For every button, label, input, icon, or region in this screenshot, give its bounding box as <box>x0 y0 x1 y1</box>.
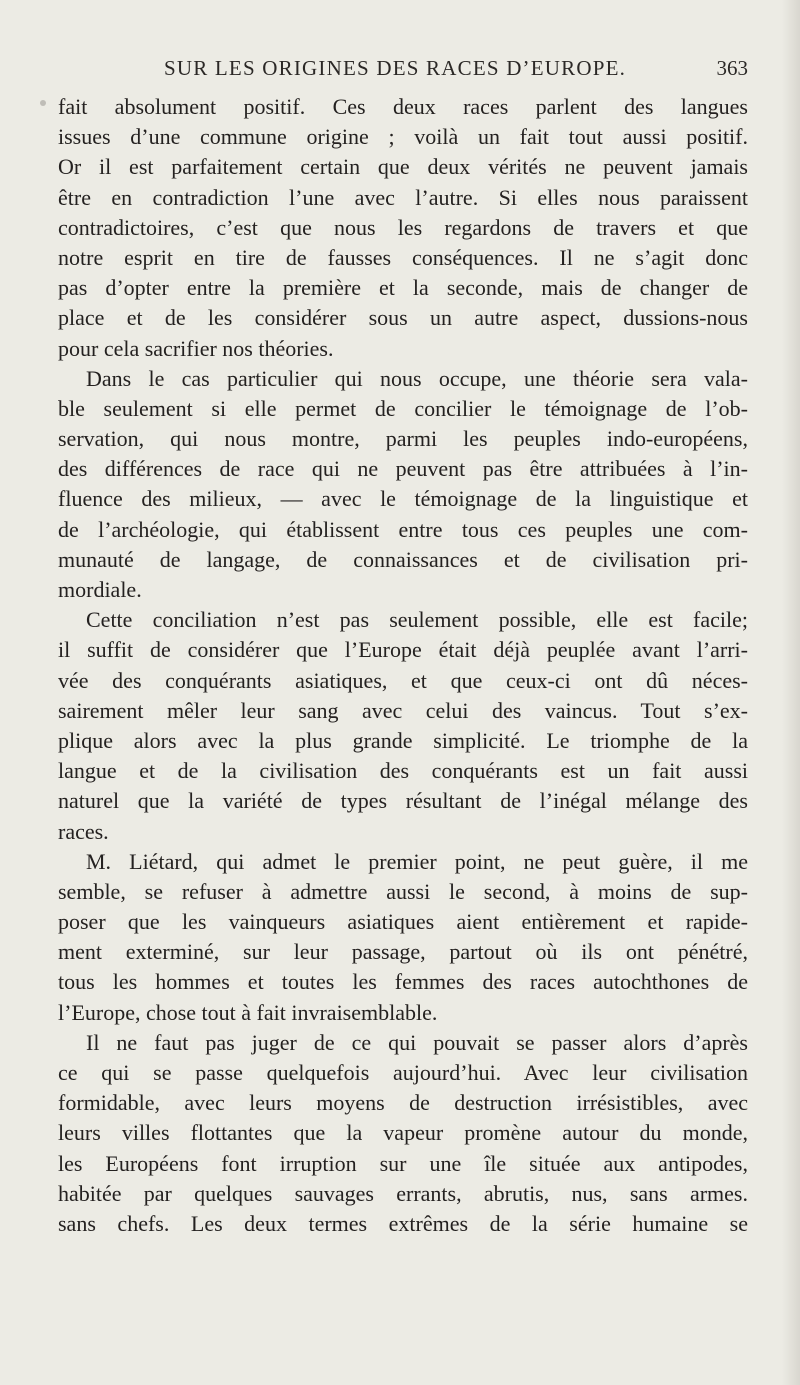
text-line: notre esprit en tire de fausses conséquences. Il ne s’agit donc <box>58 244 748 270</box>
paragraph-start-line: Dans le cas particulier qui nous occupe, une théorie sera vala- <box>86 365 748 391</box>
text-line: il suffit de considérer que l’Europe était déjà peuplée avant l’arri- <box>58 637 748 663</box>
text-line: ble seulement si elle permet de concilier le témoignage de l’ob- <box>58 395 748 421</box>
running-title: SUR LES ORIGINES DES RACES D’EUROPE. <box>164 56 627 80</box>
text-line: de l’archéologie, qui établissent entre tous ces peuples une com- <box>58 516 748 542</box>
text-line: sairement mêler leur sang avec celui des vaincus. Tout s’ex- <box>58 697 748 723</box>
text-line: mordiale. <box>58 577 142 602</box>
text-line: l’Europe, chose tout à fait invraisemblable. <box>58 999 438 1025</box>
text-line: tous les hommes et toutes les femmes des races autochthones de <box>58 969 748 995</box>
text-line: langue et de la civilisation des conquérants est un fait aussi <box>58 758 748 784</box>
text-line: issues d’une commune origine ; voilà un fait tout aussi positif. <box>58 124 748 150</box>
text-line: formidable, avec leurs moyens de destruction irrésistibles, avec <box>58 1090 748 1116</box>
text-line: sans chefs. Les deux termes extrêmes de la série humaine se <box>58 1210 748 1236</box>
text-line: semble, se refuser à admettre aussi le second, à moins de sup- <box>58 878 748 904</box>
text-line: contradictoires, c’est que nous les regardons de travers et que <box>58 214 748 240</box>
text-line: ce qui se passe quelquefois aujourd’hui. Avec leur civilisation <box>58 1060 748 1085</box>
text-line: races. <box>58 818 109 844</box>
text-line: des différences de race qui ne peuvent pas être attribuées à l’in- <box>58 456 748 482</box>
text-line: ment exterminé, sur leur passage, partout où ils ont pénétré, <box>58 939 748 965</box>
text-line: fait absolument positif. Ces deux races parlent des langues <box>58 94 748 119</box>
text-line: poser que les vainqueurs asiatiques aient entièrement et rapide- <box>58 909 748 935</box>
text-line: plique alors avec la plus grande simplicité. Le triomphe de la <box>58 727 748 753</box>
page-edge-shadow <box>782 0 800 1385</box>
paragraph-start-line: M. Liétard, qui admet le premier point, ne peut guère, il me <box>86 848 748 874</box>
text-line: fluence des milieux, — avec le témoignage de la linguistique et <box>58 486 748 512</box>
text-line: être en contradiction l’une avec l’autre. Si elles nous paraissent <box>58 184 748 210</box>
text-line: servation, qui nous montre, parmi les peuples indo-européens, <box>58 426 748 452</box>
margin-dot <box>40 100 46 106</box>
running-head <box>58 56 748 86</box>
page-number: 363 <box>716 56 748 80</box>
body-text <box>58 92 748 1239</box>
paragraph-start-line: Cette conciliation n’est pas seulement possible, elle est facile; <box>86 607 748 633</box>
paragraph-start-line: Il ne faut pas juger de ce qui pouvait se passer alors d’après <box>86 1029 748 1055</box>
text-line: Or il est parfaitement certain que deux vérités ne peuvent jamais <box>58 154 748 180</box>
text-line: leurs villes flottantes que la vapeur promène autour du monde, <box>58 1120 748 1146</box>
text-line: les Européens font irruption sur une île située aux antipodes, <box>58 1150 748 1176</box>
text-line: munauté de langage, de connaissances et de civilisation pri- <box>58 546 748 572</box>
text-line: habitée par quelques sauvages errants, abrutis, nus, sans armes. <box>58 1180 748 1206</box>
text-line: pas d’opter entre la première et la seconde, mais de changer de <box>58 275 748 301</box>
text-line: vée des conquérants asiatiques, et que ceux-ci ont dû néces- <box>58 667 748 693</box>
text-line: place et de les considérer sous un autre aspect, dussions-nous <box>58 305 748 331</box>
text-line: pour cela sacrifier nos théories. <box>58 335 334 361</box>
text-line: naturel que la variété de types résultant de l’inégal mélange des <box>58 788 748 814</box>
